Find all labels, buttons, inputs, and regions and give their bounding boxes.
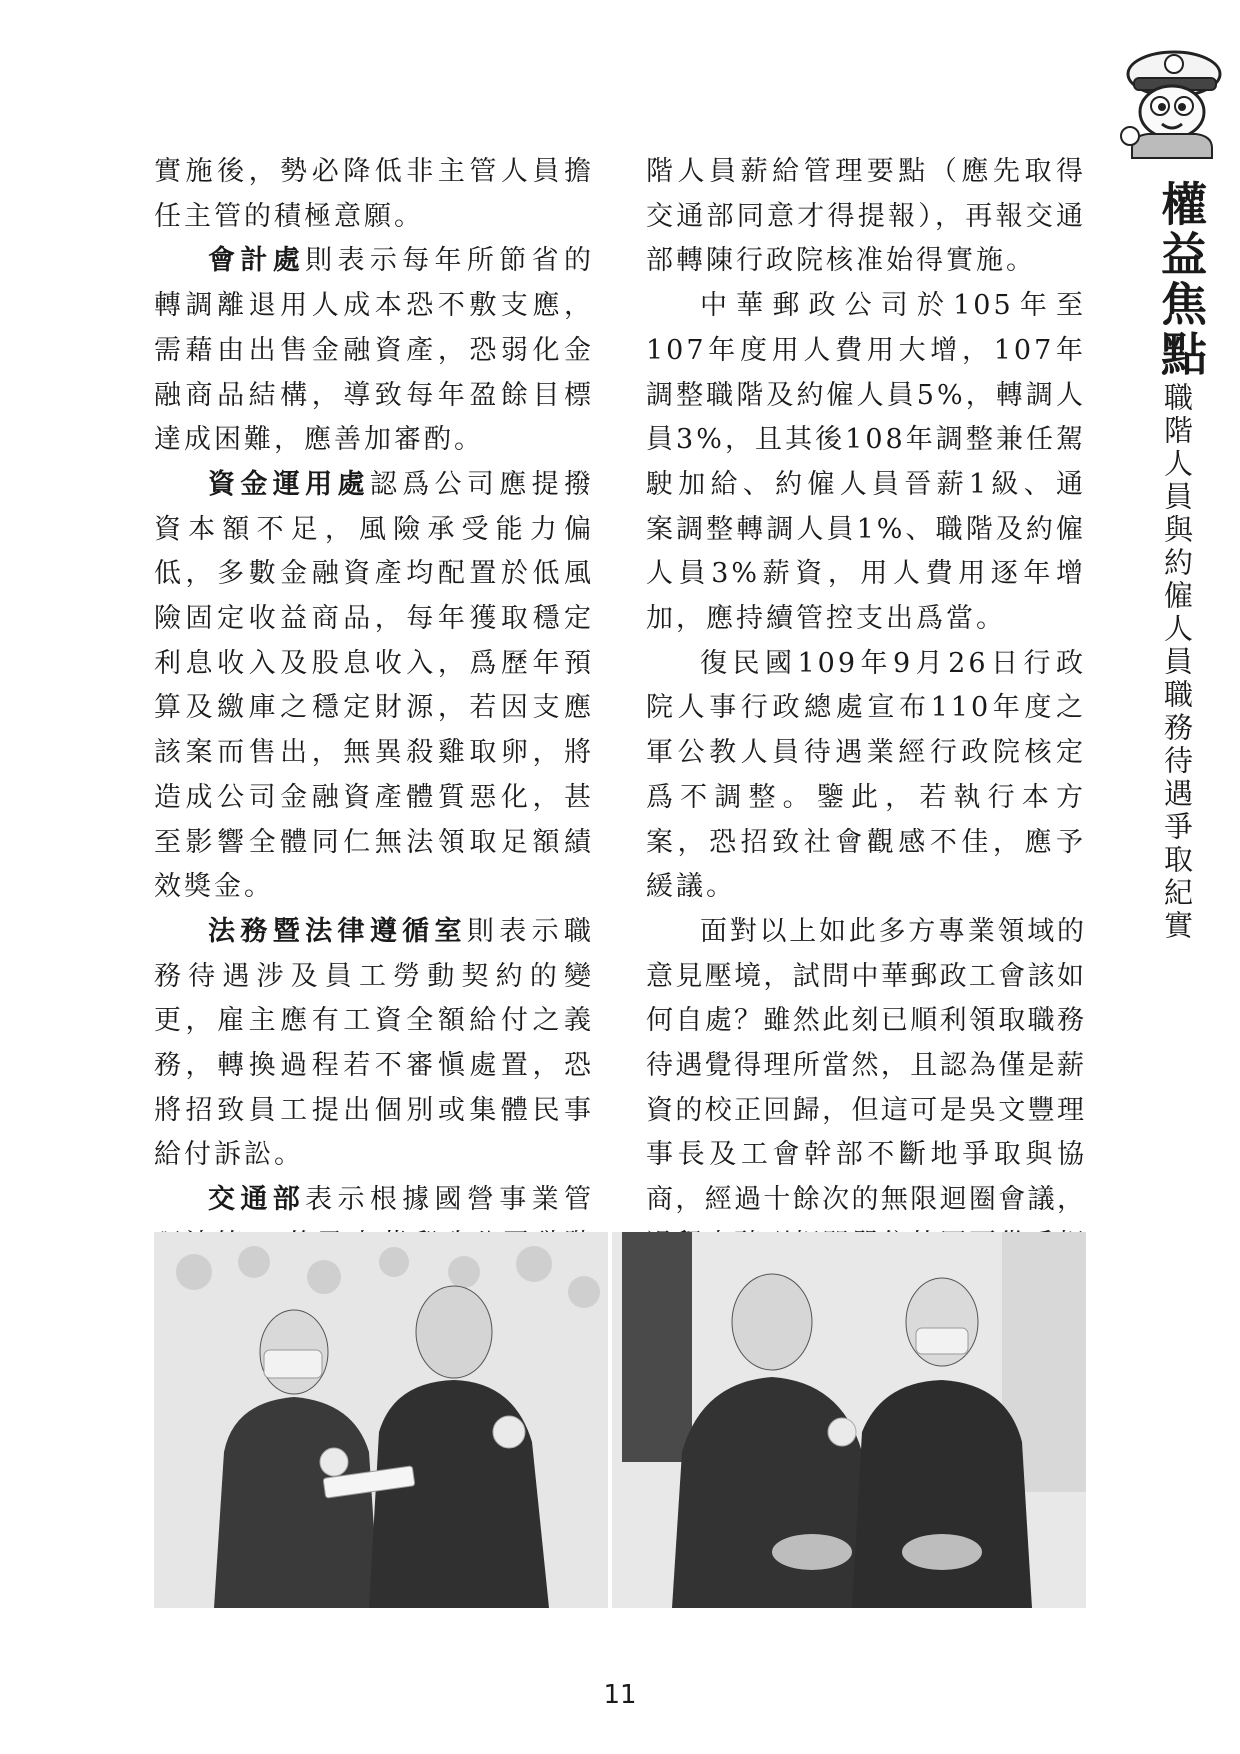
left-paragraph-1: 會計處則表示每年所節省的轉調離退用人成本恐不敷支應，需藉由出售金融資產，恐弱化金融商品結構，導致每年盈餘目標達成困難，應善加審酌。 [154,245,595,456]
right-paragraph-3: 面對以上如此多方專業領域的意見壓境，試問中華郵政工會該如何自處？雖然此刻已順利領取職務待遇覺得理所當然，且認為僅是薪資的校正回歸，但這可是吳文豐理事長及工會幹部不斷地爭取與協商，經過十餘次的無限迴圈會議， [646,915,1086,1216]
meeting-photo-left [154,1232,608,1608]
right-paragraph-0: 階人員薪給管理要點（應先取得交通部同意才得提報），再報交通部轉陳行政院核准始得實施。 [646,156,1086,277]
left-paragraph-3: 法務暨法律遵循室則表示職務待遇涉及員工勞動契約的變更，雇主應有工資全額給付之義務，轉換過程若不審愼處置，恐將招致員工提出個別或集體民事給付訴訟。 [154,915,595,1171]
left-paragraph-0: 實施後，勢必降低非主管人員擔任主管的積極意願。 [154,156,594,232]
right-paragraph-1: 中華郵政公司於105年至107年度用人費用大增，107年調整職階及約僱人員5%，轉調人員3%，且其後108年調整兼任駕駛加給、約僱人員晉薪1級、通案調整轉調人員1%、職階及約僱人員3%薪資，用人費用逐年增加，應持續管控支出爲當。 [646,290,1086,635]
sidebar-subtitle: 職階人員與約僱人員職務待遇爭取紀實 [1160,382,1194,943]
left-paragraph-4: 交通部表示根據國營事業管 [208,1184,595,1216]
right-paragraph-2: 復民國109年9月26日行政院人事行政總處宣布110年度之軍公教人員待遇業經行政院核定爲不調整。鑒此，若執行本方案，恐招致社會觀感不佳，應予緩議。 [646,647,1086,903]
page-number: 11 [603,1680,637,1710]
right-text-column [646,150,1086,1402]
fund-management-dept-label: 資金運用處 [208,468,370,500]
ministry-of-transportation-label: 交通部 [208,1184,306,1216]
left-text-column [154,150,594,1402]
meeting-photo-right [612,1232,1086,1608]
legal-compliance-office-label: 法務暨法律遵循室 [208,915,467,947]
postman-mascot-icon [1112,40,1230,160]
sidebar-title: 權益焦點 [1154,180,1208,380]
left-paragraph-2: 資金運用處認爲公司應提撥資本額不足，風險承受能力偏低，多數金融資產均配置於低風險固定收益商品，每年獲取穩定利息收入及股息收入，爲歷年預算及繳庫之穩定財源，若因支應該案而售出，無異殺雞取卵，將造成公司金融資產體質惡化，甚至影響全體同仁無法領取足額績效獎金。 [154,468,595,903]
accounting-dept-label: 會計處 [208,245,306,277]
